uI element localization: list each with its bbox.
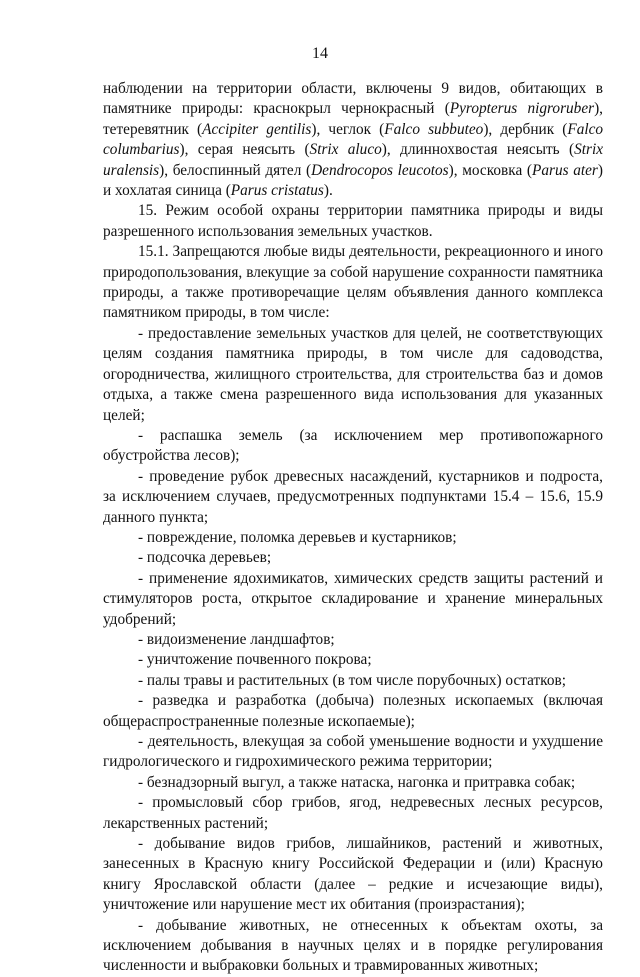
intro-paragraph [103, 79, 603, 201]
prohibition-item: - повреждение, поломка деревьев и кустарников; [138, 528, 457, 546]
latin-name: Parus cristatus [230, 182, 324, 200]
prohibition-item: - палы травы и растительных (в том числе порубочных) остатков; [138, 671, 566, 689]
prohibition-item: - безнадзорный выгул, а также натаска, нагонка и притравка собак; [138, 773, 576, 791]
prohibition-item: - проведение рубок древесных насаждений, кустарников и подроста, за исключением случаев, предусмотренных подпунктами 15.4 – 15.6, 15.9 данного пункта; [103, 467, 603, 526]
prohibition-item: - видоизменение ландшафтов; [138, 630, 335, 648]
intro-text: наблюдении на территории области, включены 9 видов, обитающих в памятнике природы: краснокрыл чернокрасный ( [103, 80, 603, 118]
intro-text: ), серая неясыть ( [179, 141, 310, 159]
section-15-heading: 15. Режим особой охраны территории памятника природы и виды разрешенного использования земельных участков. [103, 202, 603, 240]
latin-name: Falco columbarius [103, 120, 604, 159]
prohibition-item: - добывание животных, не отнесенных к объектам охоты, за исключением добывания в научных целях и в порядке регулирования численности и выбраковки больных и травмированных животных; [103, 916, 603, 975]
intro-text: ), московка ( [448, 161, 533, 179]
prohibition-item: - предоставление земельных участков для целей, не соответствующих целям создания памятника природы, в том числе для садоводства, огородничества, жилищного строительства, для строительства баз и домов отдыха, а также смена разрешенного вида использования для указанных целей; [103, 324, 603, 424]
latin-name: Dendrocopos leucotos [311, 161, 449, 179]
prohibition-item: - уничтожение почвенного покрова; [138, 651, 372, 669]
latin-name: Parus ater [532, 161, 598, 179]
page-number: 14 [312, 45, 328, 62]
intro-text: ), дербник ( [483, 120, 568, 138]
intro-text: ), длиннохвостая неясыть ( [381, 141, 575, 159]
intro-text: ), тетеревятник ( [103, 100, 603, 138]
latin-name: Pyropterus nigroruber [449, 100, 595, 118]
intro-text: ), белоспинный дятел ( [159, 161, 312, 179]
prohibition-item: - подсочка деревьев; [138, 549, 272, 567]
prohibition-item: - добывание видов грибов, лишайников, растений и животных, занесенных в Красную книгу Российской Федерации и (или) Красную книгу Ярославской области (далее – редкие и исчезающие виды), уничтожение или нарушение мест их обитания (произрастания); [103, 835, 603, 914]
prohibition-item: - распашка земель (за исключением мер противопожарного обустройства лесов); [103, 426, 603, 465]
prohibition-item: - деятельность, влекущая за собой уменьшение водности и ухудшение гидрологического и гидрохимического режима территории; [103, 733, 603, 771]
intro-text: ), чеглок ( [311, 120, 385, 138]
latin-name: Strix aluco [309, 141, 382, 159]
section-15-1-paragraph: 15.1. Запрещаются любые виды деятельности, рекреационного и иного природопользования, влекущие за собой нарушение сохранности памятника природы, а также противоречащие целям объявления данного комплекса памятником природы, в том числе: [103, 243, 603, 322]
intro-text: ) и хохлатая синица ( [103, 161, 603, 200]
latin-name: Accipiter gentilis [202, 120, 312, 138]
intro-text: ). [323, 182, 333, 200]
prohibition-item: - применение ядохимикатов, химических средств защиты растений и стимуляторов роста, открытое складирование и хранение минеральных удобрений; [103, 569, 603, 628]
latin-name: Falco subbuteo [384, 120, 484, 138]
prohibition-item: - разведка и разработка (добыча) полезных ископаемых (включая общераспространенные полезные ископаемые); [103, 692, 603, 730]
prohibition-item: - промысловый сбор грибов, ягод, недревесных лесных ресурсов, лекарственных растений; [103, 794, 603, 832]
latin-name: Strix uralensis [103, 141, 604, 179]
document-body [103, 79, 603, 977]
